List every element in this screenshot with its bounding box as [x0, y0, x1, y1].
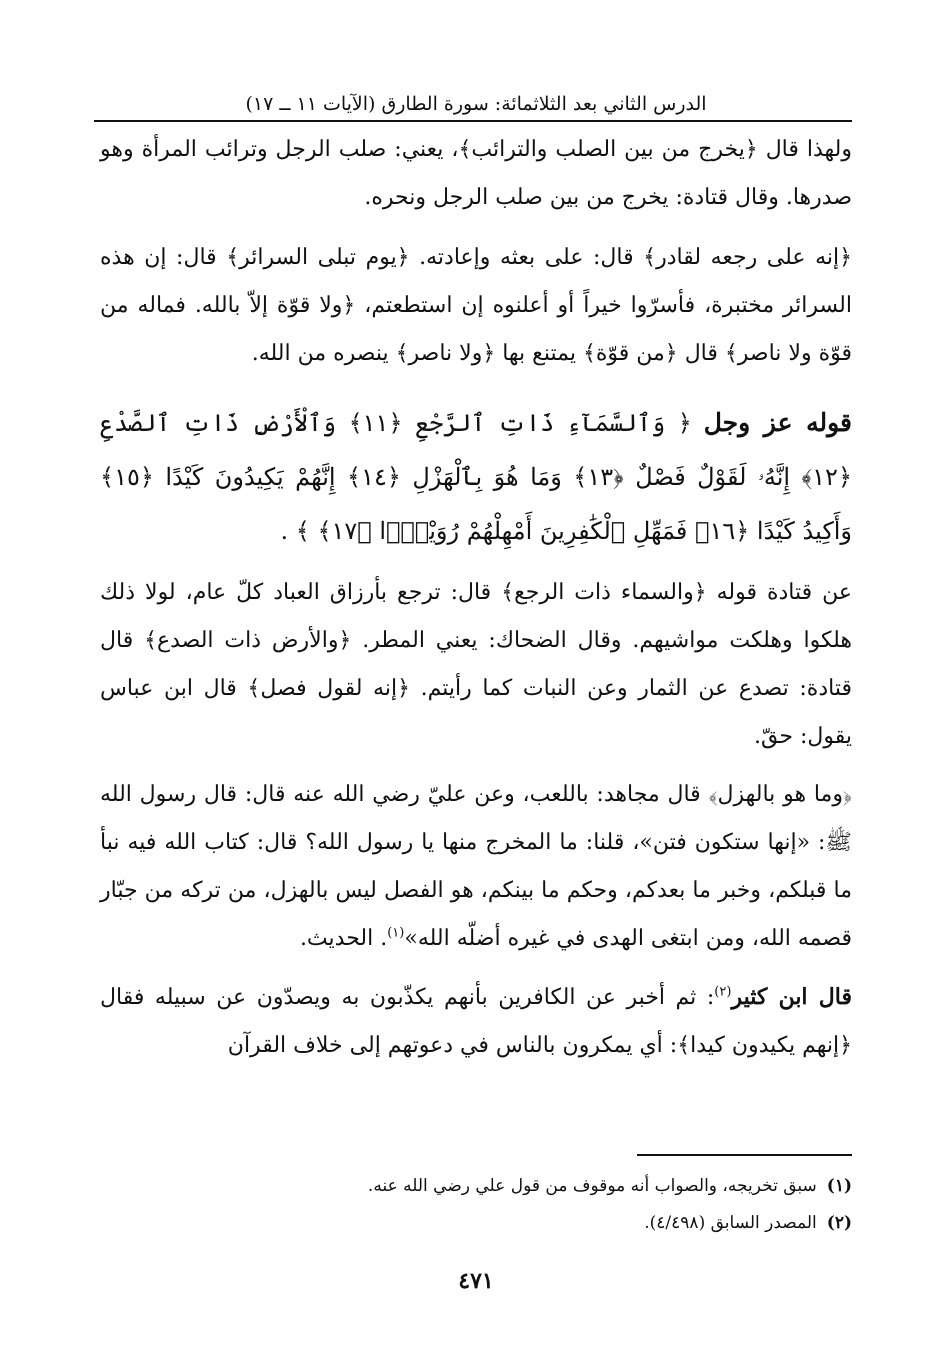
footnote-2-text: المصدر السابق (٤/٤٩٨).: [644, 1213, 817, 1233]
paragraph-2: ﴿إنه على رجعه لقادر﴾ قال: على بعثه وإعادته. ﴿يوم تبلى السرائر﴾ قال: إن هذه السرائر مختبرة، فأسرّوا خيراً أو أعلنوه إن استطعتم، ﴿ولا قوّة إلاّ بالله. فماله من قوّة ولا ناصر﴾ قال ﴿من قوّة﴾ يمتنع بها ﴿ولا ناصر﴾ ينصره من الله.: [100, 245, 852, 366]
footnote-2: [100, 1205, 852, 1242]
footnote-separator: [637, 1154, 852, 1156]
running-header: الدرس الثاني بعد الثلاثمائة: سورة الطارق (الآيات ١١ ــ ١٧): [94, 88, 852, 122]
paragraph-5-tail: . الحديث.: [299, 926, 388, 951]
paragraph-1: ولهذا قال ﴿يخرج من بين الصلب والترائب﴾، يعني: صلب الرجل وترائب المرأة وهو صدرها. وقال قتادة: يخرج من بين صلب الرجل ونحره.: [100, 137, 852, 210]
paragraph-6-lead: قال ابن كثير: [731, 984, 852, 1010]
page-number: ٤٧١: [458, 1268, 494, 1294]
footnote-2-number: (٢): [826, 1213, 852, 1233]
footnote-1-number: (١): [826, 1176, 852, 1196]
page: [100, 88, 852, 1294]
paragraph-3-lead: قوله عز وجل: [703, 408, 852, 437]
footnotes: [100, 1168, 852, 1242]
paragraph-5: [100, 771, 852, 963]
paragraph-4: عن قتادة قوله ﴿والسماء ذات الرجع﴾ قال: ترجع بأرزاق العباد كلّ عام، لولا ذلك هلكوا وهلكت مواشيهم. وقال الضحاك: يعني المطر. ﴿والأرض ذات الصدع﴾ قال قتادة: تصدع عن الثمار وعن النبات كما رأيتم. ﴿إنه لقول فصل﴾ قال ابن عباس يقول: حقّ.: [100, 580, 852, 749]
paragraph-6: [100, 973, 852, 1070]
paragraph-3: [100, 396, 852, 559]
footnote-ref-2[interactable]: (٢): [714, 984, 732, 1000]
paragraph-5-text: ﴿وما هو بالهزل﴾ قال مجاهد: باللعب، وعن عليّ رضي الله عنه قال: قال رسول الله ﷺ: «إنها ستكون فتن»، قلنا: ما المخرج منها يا رسول الله؟ قال: كتاب الله فيه نبأ ما قبلكم، وخبر ما بعدكم، وحكم ما بينكم، هو الفصل ليس بالهزل، من تركه من جبّار قصمه الله، ومن ابتغى الهدى في غيره أضلّه الله»: [100, 782, 852, 951]
footnote-ref-1[interactable]: (١): [387, 925, 405, 941]
footnote-1-text: سبق تخريجه، والصواب أنه موقوف من قول علي رضي الله عنه.: [367, 1176, 817, 1196]
paragraph-6-text: : ثم أخبر عن الكافرين بأنهم يكذّبون به ويصدّون عن سبيله فقال ﴿إنهم يكيدون كيدا﴾: أي يمكرون بالناس في دعوتهم إلى خلاف القرآن: [100, 985, 852, 1058]
quran-verses: ﴿ وَٱلسَّمَآءِ ذَاتِ ٱلرَّجْعِ ﴿١١﴾ وَٱلْأَرْضِ ذَاتِ ٱلصَّدْعِ ﴿١٢﴾ إِنَّهُۥ لَقَوْلٌ فَصْلٌ ﴿١٣﴾ وَمَا هُوَ بِٱلْهَزْلِ ﴿١٤﴾ إِنَّهُمْ يَكِيدُونَ كَيْدًا ﴿١٥﴾ وَأَكِيدُ كَيْدًا ﴿١٦﴾ فَمَهِّلِ ٱلْكَٰفِرِينَ أَمْهِلْهُمْ رُوَيْدًۢا ﴿١٧﴾ ﴾ .: [100, 409, 852, 545]
footnote-1: [100, 1168, 852, 1205]
